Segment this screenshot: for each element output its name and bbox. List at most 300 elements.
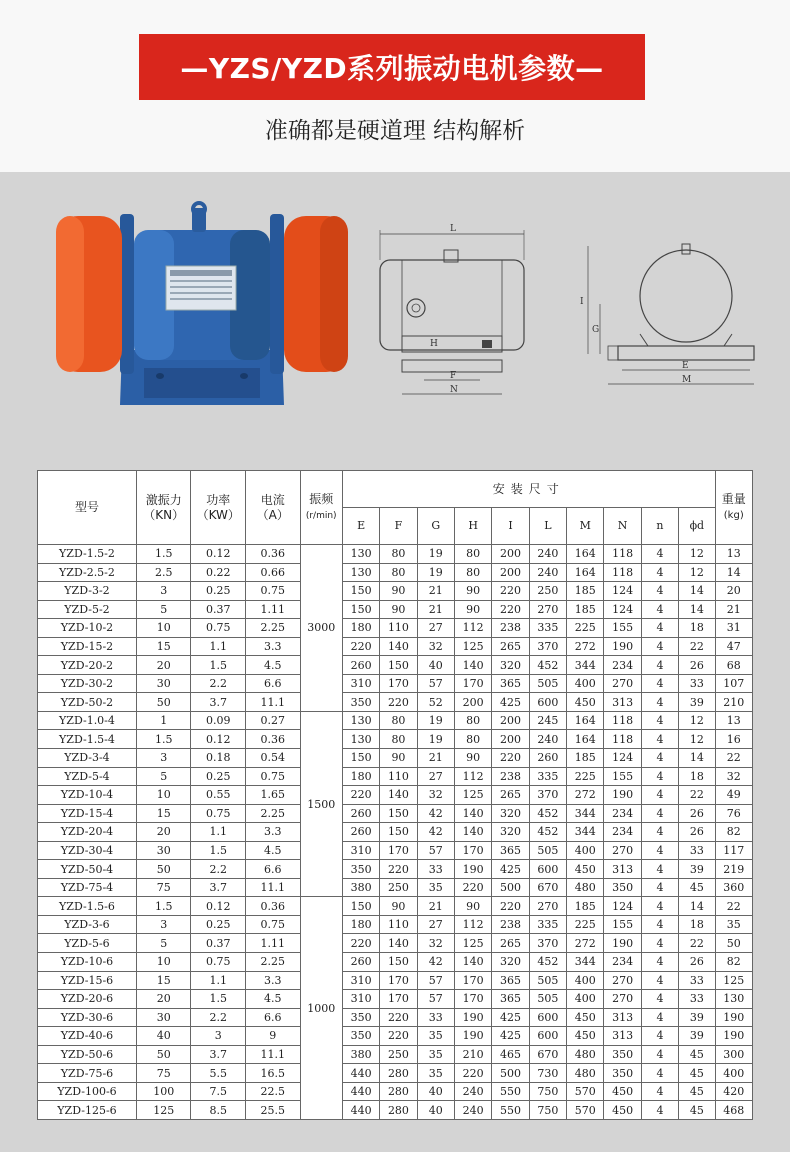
- model-cell: YZD-20-6: [38, 990, 137, 1009]
- table-cell: 12: [679, 730, 715, 749]
- dim-label-h: H: [430, 339, 438, 349]
- table-cell: 4: [641, 545, 678, 564]
- table-cell: 0.75: [191, 953, 246, 972]
- table-cell: 18: [679, 619, 715, 638]
- model-cell: YZD-1.5-4: [38, 730, 137, 749]
- table-cell: 272: [567, 786, 604, 805]
- table-cell: 57: [417, 990, 454, 1009]
- table-cell: 18: [679, 915, 715, 934]
- table-cell: 110: [380, 767, 417, 786]
- model-cell: YZD-15-2: [38, 637, 137, 656]
- vib-frequency-cell: 1000: [300, 897, 342, 1120]
- table-cell: 26: [679, 823, 715, 842]
- table-cell: 26: [679, 804, 715, 823]
- table-cell: 350: [604, 1045, 641, 1064]
- table-cell: 124: [604, 749, 641, 768]
- table-cell: 124: [604, 582, 641, 601]
- table-cell: 130: [715, 990, 752, 1009]
- table-cell: 21: [417, 897, 454, 916]
- table-cell: 39: [679, 1027, 715, 1046]
- table-cell: 335: [529, 767, 566, 786]
- table-cell: 335: [529, 619, 566, 638]
- table-cell: 344: [567, 953, 604, 972]
- table-cell: 270: [529, 600, 566, 619]
- table-cell: 32: [417, 637, 454, 656]
- table-cell: 220: [342, 786, 379, 805]
- model-cell: YZD-30-4: [38, 841, 137, 860]
- table-cell: 313: [604, 1027, 641, 1046]
- table-cell: 125: [454, 637, 491, 656]
- vib-frequency-cell: 1500: [300, 711, 342, 896]
- header-weight: [715, 471, 752, 545]
- table-cell: 200: [492, 545, 529, 564]
- table-cell: 27: [417, 767, 454, 786]
- table-cell: 730: [529, 1064, 566, 1083]
- page-title: —YZS/YZD系列振动电机参数—: [139, 34, 645, 100]
- table-cell: 8.5: [191, 1101, 246, 1120]
- table-cell: 210: [715, 693, 752, 712]
- table-cell: 380: [342, 1045, 379, 1064]
- table-cell: 40: [417, 1082, 454, 1101]
- table-row: [38, 545, 753, 564]
- table-cell: 118: [604, 563, 641, 582]
- header-weight-label: 重量: [721, 492, 746, 507]
- dim-label-f: F: [450, 371, 457, 381]
- table-row: [38, 656, 753, 675]
- table-cell: 3: [191, 1027, 246, 1046]
- table-cell: 42: [417, 804, 454, 823]
- table-cell: 10: [136, 619, 191, 638]
- model-cell: YZD-10-4: [38, 786, 137, 805]
- table-row: [38, 897, 753, 916]
- header-current: [245, 471, 300, 545]
- table-cell: 140: [454, 804, 491, 823]
- table-cell: 155: [604, 767, 641, 786]
- table-cell: 110: [380, 915, 417, 934]
- table-cell: 425: [492, 693, 529, 712]
- table-cell: 4: [641, 563, 678, 582]
- table-cell: 350: [342, 860, 379, 879]
- table-cell: 33: [679, 841, 715, 860]
- table-cell: 0.54: [245, 749, 300, 768]
- table-cell: 225: [567, 619, 604, 638]
- table-cell: 170: [380, 990, 417, 1009]
- table-cell: 220: [492, 897, 529, 916]
- table-cell: 0.22: [191, 563, 246, 582]
- table-cell: 150: [342, 749, 379, 768]
- table-cell: 42: [417, 953, 454, 972]
- table-cell: 335: [529, 915, 566, 934]
- table-row: [38, 619, 753, 638]
- table-cell: 270: [604, 841, 641, 860]
- model-cell: YZD-50-4: [38, 860, 137, 879]
- table-cell: 400: [715, 1064, 752, 1083]
- table-cell: 16: [715, 730, 752, 749]
- table-cell: 80: [380, 563, 417, 582]
- table-cell: 20: [136, 823, 191, 842]
- table-row: [38, 971, 753, 990]
- table-cell: 220: [454, 1064, 491, 1083]
- table-cell: 0.18: [191, 749, 246, 768]
- table-cell: 0.36: [245, 730, 300, 749]
- table-cell: 365: [492, 841, 529, 860]
- spec-table-body: [38, 545, 753, 1120]
- table-cell: 50: [136, 693, 191, 712]
- table-row: [38, 693, 753, 712]
- table-cell: 164: [567, 563, 604, 582]
- table-cell: 270: [604, 971, 641, 990]
- table-cell: 1.1: [191, 971, 246, 990]
- table-cell: 35: [417, 1045, 454, 1064]
- spec-table-container: [37, 470, 753, 1120]
- table-cell: 42: [417, 823, 454, 842]
- header-power: [191, 471, 246, 545]
- table-cell: 4: [641, 934, 678, 953]
- table-cell: 505: [529, 674, 566, 693]
- table-cell: 4.5: [245, 990, 300, 1009]
- table-cell: 200: [492, 730, 529, 749]
- table-row: [38, 841, 753, 860]
- table-cell: 2.25: [245, 804, 300, 823]
- table-cell: 350: [604, 1064, 641, 1083]
- table-cell: 130: [342, 730, 379, 749]
- table-cell: 4: [641, 767, 678, 786]
- table-cell: 219: [715, 860, 752, 879]
- header-dim-l: L: [529, 508, 566, 545]
- table-cell: 0.75: [245, 915, 300, 934]
- table-cell: 124: [604, 897, 641, 916]
- table-cell: 75: [136, 1064, 191, 1083]
- table-cell: 112: [454, 767, 491, 786]
- table-cell: 344: [567, 823, 604, 842]
- table-cell: 1.11: [245, 934, 300, 953]
- table-cell: 150: [380, 823, 417, 842]
- table-cell: 220: [454, 878, 491, 897]
- table-cell: 14: [679, 600, 715, 619]
- table-cell: 5: [136, 600, 191, 619]
- table-cell: 370: [529, 934, 566, 953]
- table-cell: 140: [454, 953, 491, 972]
- table-cell: 3: [136, 915, 191, 934]
- table-cell: 22: [679, 637, 715, 656]
- table-cell: 4: [641, 637, 678, 656]
- table-cell: 250: [380, 878, 417, 897]
- table-row: [38, 786, 753, 805]
- table-cell: 11.1: [245, 693, 300, 712]
- table-cell: 270: [604, 990, 641, 1009]
- header-current-label: 电流: [260, 492, 285, 507]
- table-cell: 20: [136, 990, 191, 1009]
- table-cell: 190: [715, 1027, 752, 1046]
- header-force-unit: （KN）: [143, 507, 185, 522]
- table-cell: 19: [417, 711, 454, 730]
- table-cell: 450: [567, 860, 604, 879]
- table-cell: 16.5: [245, 1064, 300, 1083]
- table-cell: 170: [380, 841, 417, 860]
- table-cell: 27: [417, 619, 454, 638]
- table-cell: 140: [380, 934, 417, 953]
- table-cell: 3.7: [191, 878, 246, 897]
- table-cell: 39: [679, 693, 715, 712]
- table-cell: 0.25: [191, 767, 246, 786]
- table-cell: 280: [380, 1101, 417, 1120]
- header-dim-h: H: [454, 508, 491, 545]
- table-cell: 185: [567, 600, 604, 619]
- table-cell: 360: [715, 878, 752, 897]
- dim-label-i: I: [580, 297, 584, 307]
- table-row: [38, 1064, 753, 1083]
- table-cell: 26: [679, 656, 715, 675]
- table-cell: 130: [342, 563, 379, 582]
- table-cell: 0.66: [245, 563, 300, 582]
- table-cell: 150: [342, 582, 379, 601]
- table-row: [38, 730, 753, 749]
- table-cell: 350: [342, 1008, 379, 1027]
- table-cell: 13: [715, 711, 752, 730]
- table-cell: 0.12: [191, 545, 246, 564]
- table-cell: 240: [529, 545, 566, 564]
- model-cell: YZD-30-2: [38, 674, 137, 693]
- table-cell: 3: [136, 749, 191, 768]
- table-cell: 265: [492, 786, 529, 805]
- table-cell: 90: [380, 897, 417, 916]
- table-cell: 400: [567, 990, 604, 1009]
- table-cell: 3.3: [245, 823, 300, 842]
- table-cell: 260: [342, 953, 379, 972]
- table-cell: 4: [641, 1082, 678, 1101]
- table-cell: 4: [641, 841, 678, 860]
- table-cell: 320: [492, 953, 529, 972]
- table-cell: 80: [380, 545, 417, 564]
- table-cell: 2.25: [245, 953, 300, 972]
- table-cell: 450: [604, 1082, 641, 1101]
- table-cell: 240: [454, 1082, 491, 1101]
- table-cell: 2.2: [191, 674, 246, 693]
- model-cell: YZD-15-6: [38, 971, 137, 990]
- table-cell: 80: [380, 730, 417, 749]
- model-cell: YZD-5-2: [38, 600, 137, 619]
- table-cell: 110: [380, 619, 417, 638]
- table-cell: 313: [604, 693, 641, 712]
- table-cell: 12: [679, 545, 715, 564]
- table-row: [38, 600, 753, 619]
- table-cell: 4: [641, 1008, 678, 1027]
- table-row: [38, 804, 753, 823]
- table-cell: 450: [567, 1027, 604, 1046]
- table-cell: 155: [604, 619, 641, 638]
- table-cell: 14: [679, 897, 715, 916]
- table-cell: 50: [136, 1045, 191, 1064]
- table-cell: 180: [342, 767, 379, 786]
- table-cell: 52: [417, 693, 454, 712]
- table-cell: 80: [454, 545, 491, 564]
- table-cell: 125: [136, 1101, 191, 1120]
- table-cell: 90: [380, 749, 417, 768]
- table-cell: 25.5: [245, 1101, 300, 1120]
- table-cell: 125: [454, 786, 491, 805]
- table-cell: 15: [136, 971, 191, 990]
- table-cell: 4: [641, 915, 678, 934]
- table-row: [38, 1008, 753, 1027]
- table-cell: 468: [715, 1101, 752, 1120]
- model-cell: YZD-40-6: [38, 1027, 137, 1046]
- table-row: [38, 878, 753, 897]
- table-cell: 200: [492, 711, 529, 730]
- table-cell: 272: [567, 637, 604, 656]
- table-cell: 45: [679, 1082, 715, 1101]
- table-cell: 112: [454, 619, 491, 638]
- table-cell: 19: [417, 545, 454, 564]
- table-cell: 600: [529, 693, 566, 712]
- table-cell: 7.5: [191, 1082, 246, 1101]
- table-cell: 30: [136, 674, 191, 693]
- table-cell: 1.1: [191, 637, 246, 656]
- table-cell: 170: [454, 841, 491, 860]
- table-cell: 90: [454, 600, 491, 619]
- table-cell: 22: [679, 934, 715, 953]
- table-cell: 57: [417, 674, 454, 693]
- table-cell: 500: [492, 878, 529, 897]
- table-row: [38, 711, 753, 730]
- table-cell: 425: [492, 860, 529, 879]
- table-cell: 452: [529, 823, 566, 842]
- table-cell: 31: [715, 619, 752, 638]
- table-cell: 4: [641, 1045, 678, 1064]
- table-row: [38, 767, 753, 786]
- table-cell: 310: [342, 841, 379, 860]
- table-cell: 670: [529, 878, 566, 897]
- table-cell: 2.2: [191, 860, 246, 879]
- table-cell: 238: [492, 915, 529, 934]
- table-row: [38, 1045, 753, 1064]
- table-cell: 170: [380, 971, 417, 990]
- table-cell: 32: [715, 767, 752, 786]
- table-cell: 272: [567, 934, 604, 953]
- table-cell: 4: [641, 1064, 678, 1083]
- table-cell: 5: [136, 934, 191, 953]
- table-cell: 4: [641, 860, 678, 879]
- table-cell: 2.25: [245, 619, 300, 638]
- table-cell: 150: [342, 600, 379, 619]
- table-cell: 4: [641, 730, 678, 749]
- table-cell: 11.1: [245, 1045, 300, 1064]
- table-cell: 14: [715, 563, 752, 582]
- table-cell: 220: [380, 860, 417, 879]
- table-cell: 0.75: [191, 619, 246, 638]
- table-cell: 505: [529, 990, 566, 1009]
- table-cell: 118: [604, 730, 641, 749]
- header-dims: 安装尺寸: [342, 471, 715, 508]
- table-cell: 45: [679, 878, 715, 897]
- table-cell: 4: [641, 786, 678, 805]
- table-cell: 4: [641, 804, 678, 823]
- table-cell: 150: [380, 953, 417, 972]
- table-cell: 550: [492, 1082, 529, 1101]
- table-cell: 35: [417, 1027, 454, 1046]
- table-cell: 3.3: [245, 971, 300, 990]
- table-cell: 320: [492, 823, 529, 842]
- table-cell: 45: [679, 1064, 715, 1083]
- table-cell: 452: [529, 804, 566, 823]
- table-cell: 260: [529, 749, 566, 768]
- table-cell: 200: [492, 563, 529, 582]
- table-cell: 150: [342, 897, 379, 916]
- table-cell: 30: [136, 841, 191, 860]
- table-cell: 0.75: [245, 582, 300, 601]
- table-cell: 20: [715, 582, 752, 601]
- table-cell: 82: [715, 953, 752, 972]
- table-cell: 32: [417, 934, 454, 953]
- table-cell: 238: [492, 619, 529, 638]
- table-cell: 140: [454, 823, 491, 842]
- table-cell: 14: [679, 582, 715, 601]
- table-cell: 190: [604, 934, 641, 953]
- model-cell: YZD-10-6: [38, 953, 137, 972]
- table-cell: 210: [454, 1045, 491, 1064]
- side-view-drawing: [372, 220, 532, 406]
- table-cell: 4: [641, 674, 678, 693]
- table-cell: 1.1: [191, 823, 246, 842]
- table-cell: 500: [492, 1064, 529, 1083]
- header-current-unit: （A）: [256, 507, 289, 522]
- table-cell: 0.12: [191, 730, 246, 749]
- table-cell: 185: [567, 582, 604, 601]
- model-cell: YZD-15-4: [38, 804, 137, 823]
- table-cell: 4: [641, 971, 678, 990]
- table-cell: 350: [604, 878, 641, 897]
- table-cell: 14: [679, 749, 715, 768]
- table-cell: 82: [715, 823, 752, 842]
- table-row: [38, 915, 753, 934]
- table-cell: 4: [641, 953, 678, 972]
- table-cell: 33: [417, 860, 454, 879]
- table-cell: 12: [679, 563, 715, 582]
- header-model: 型号: [38, 471, 137, 545]
- table-cell: 19: [417, 730, 454, 749]
- table-cell: 22: [715, 897, 752, 916]
- table-cell: 365: [492, 674, 529, 693]
- table-cell: 0.37: [191, 934, 246, 953]
- table-cell: 80: [454, 730, 491, 749]
- table-cell: 170: [454, 674, 491, 693]
- motor-photo: [52, 200, 352, 410]
- model-cell: YZD-1.0-4: [38, 711, 137, 730]
- table-cell: 190: [604, 786, 641, 805]
- table-cell: 400: [567, 674, 604, 693]
- table-cell: 370: [529, 786, 566, 805]
- table-cell: 2.2: [191, 1008, 246, 1027]
- table-cell: 45: [679, 1101, 715, 1120]
- header-vib-label: 振频: [309, 492, 334, 507]
- table-cell: 117: [715, 841, 752, 860]
- table-cell: 170: [454, 990, 491, 1009]
- table-cell: 125: [715, 971, 752, 990]
- table-cell: 2.5: [136, 563, 191, 582]
- table-cell: 49: [715, 786, 752, 805]
- table-cell: 21: [417, 600, 454, 619]
- dim-label-m: M: [682, 375, 692, 385]
- table-cell: 4: [641, 600, 678, 619]
- front-view-drawing: [578, 234, 756, 398]
- table-cell: 313: [604, 1008, 641, 1027]
- spec-table: [37, 470, 753, 1120]
- table-cell: 5: [136, 767, 191, 786]
- table-cell: 80: [454, 711, 491, 730]
- table-row: [38, 563, 753, 582]
- table-cell: 20: [136, 656, 191, 675]
- model-cell: YZD-75-6: [38, 1064, 137, 1083]
- table-cell: 0.12: [191, 897, 246, 916]
